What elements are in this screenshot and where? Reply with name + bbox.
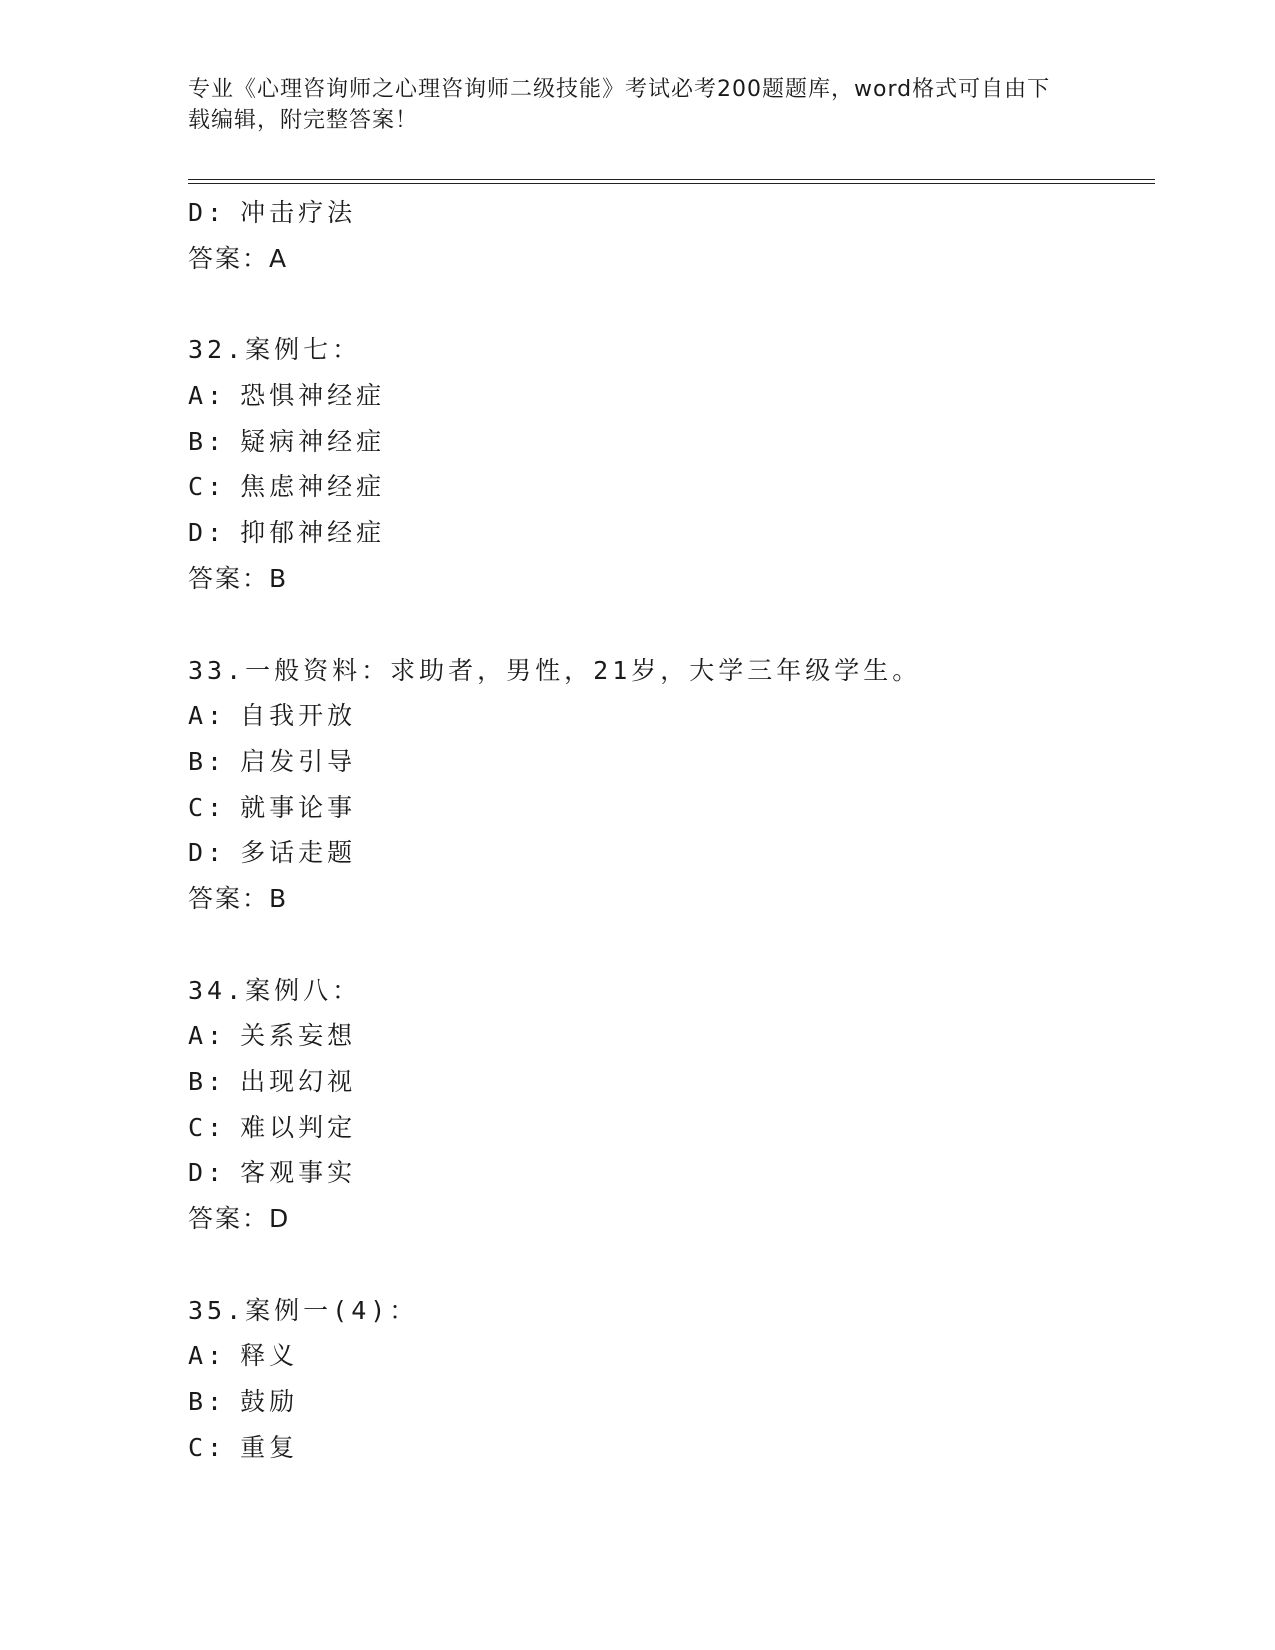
option-a	[188, 693, 1148, 739]
option-d	[188, 190, 1148, 236]
option-c	[188, 464, 1148, 510]
spacer	[188, 281, 1148, 327]
option-b	[188, 739, 1148, 785]
option-text: 客观事实	[240, 1158, 357, 1188]
answer: 答案：D	[188, 1204, 291, 1234]
option-key: A:	[188, 1341, 227, 1371]
option-key: A:	[188, 381, 227, 411]
option-text: 出现幻视	[240, 1067, 357, 1096]
question-list	[188, 190, 1148, 1471]
option-key: D:	[188, 198, 227, 227]
header-rule-top	[188, 179, 1155, 180]
option-key: D:	[188, 518, 227, 548]
spacer	[188, 1242, 1148, 1288]
option-text: 重复	[240, 1432, 299, 1462]
option-key: B:	[188, 1067, 227, 1096]
option-text: 释义	[240, 1341, 299, 1371]
option-key: D:	[188, 1158, 227, 1188]
option-key: A:	[188, 1021, 227, 1051]
option-text: 就事论事	[240, 792, 357, 822]
option-a	[188, 1333, 1148, 1379]
option-b	[188, 1379, 1148, 1425]
option-key: B:	[188, 426, 227, 456]
option-key: B:	[188, 1387, 227, 1417]
option-b	[188, 419, 1148, 465]
option-d	[188, 1150, 1148, 1196]
option-text: 鼓励	[240, 1387, 299, 1417]
option-key: C:	[188, 792, 227, 822]
question-stem: 35.案例一(4)：	[188, 1295, 419, 1325]
option-text: 恐惧神经症	[240, 381, 386, 411]
option-key: C:	[188, 1432, 227, 1462]
option-text: 多话走题	[240, 838, 357, 868]
option-key: A:	[188, 701, 227, 731]
option-c	[188, 785, 1148, 831]
option-text: 抑郁神经症	[240, 518, 386, 548]
option-b	[188, 1059, 1148, 1105]
option-a	[188, 1013, 1148, 1059]
option-text: 关系妄想	[240, 1021, 357, 1051]
option-c	[188, 1425, 1148, 1471]
option-key: B:	[188, 746, 227, 776]
answer: 答案：B	[188, 883, 289, 913]
option-text: 自我开放	[240, 701, 357, 731]
option-a	[188, 373, 1148, 419]
header-rule-bottom	[188, 183, 1155, 184]
option-key: D:	[188, 838, 227, 868]
option-text: 疑病神经症	[240, 426, 386, 456]
spacer	[188, 602, 1148, 648]
spacer	[188, 922, 1148, 968]
option-text: 冲击疗法	[240, 198, 357, 227]
option-text: 焦虑神经症	[240, 472, 386, 502]
option-text: 难以判定	[240, 1112, 357, 1142]
option-key: C:	[188, 1112, 227, 1142]
option-text: 启发引导	[240, 746, 357, 776]
question-stem: 33.一般资料：求助者，男性，21岁，大学三年级学生。	[188, 655, 922, 685]
option-c	[188, 1105, 1148, 1151]
option-d	[188, 830, 1148, 876]
question-stem: 32.案例七：	[188, 335, 362, 365]
option-d	[188, 510, 1148, 556]
page-header: 专业《心理咨询师之心理咨询师二级技能》考试必考200题题库，word格式可自由下载编辑，附完整答案！	[188, 77, 1051, 133]
question-stem: 34.案例八：	[188, 975, 362, 1005]
option-key: C:	[188, 472, 227, 502]
answer: 答案：B	[188, 563, 289, 593]
answer: 答案：A	[188, 243, 289, 273]
